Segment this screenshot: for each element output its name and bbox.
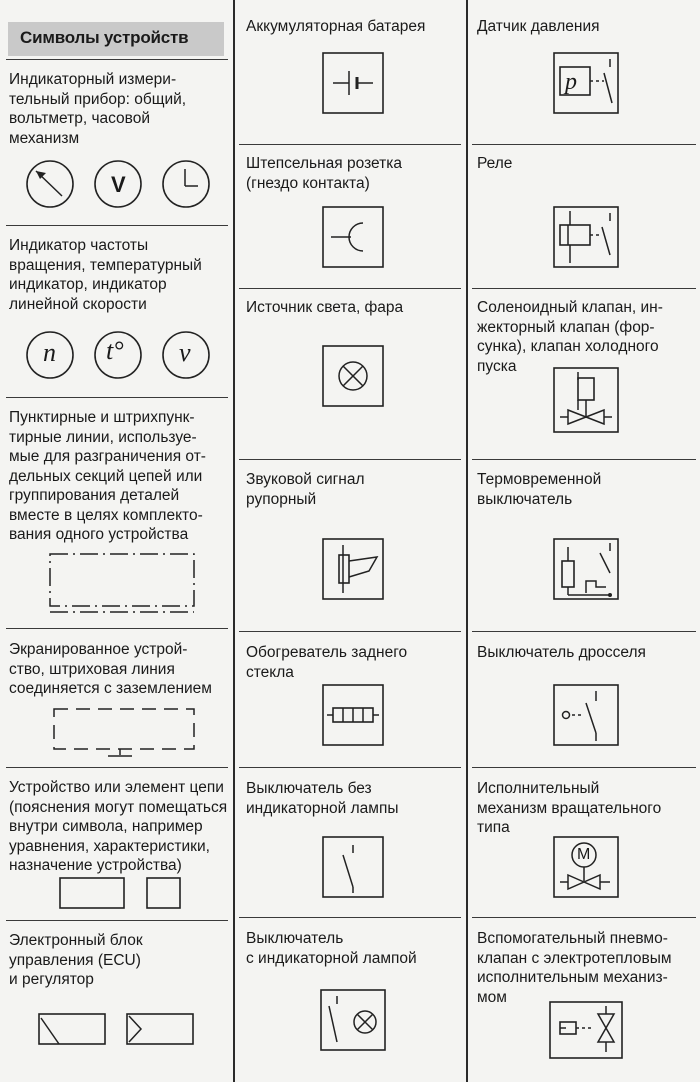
text-line: мые для разграничения от- (9, 448, 206, 465)
device-square-symbol (145, 876, 185, 912)
row-separator (239, 631, 461, 632)
rear-window-heater-symbol (321, 683, 387, 749)
light-source-symbol (321, 344, 387, 410)
text-line: (пояснения могут помещаться (9, 798, 228, 816)
text-line: тирные линии, используе- (9, 428, 197, 446)
switch-symbol (321, 835, 387, 901)
row-separator (239, 767, 461, 768)
row-separator (6, 920, 228, 921)
text-line: и регулятор (9, 971, 94, 988)
item-description (9, 931, 143, 990)
text-line: соединяется с заземлением (9, 680, 212, 697)
row-separator (472, 144, 696, 145)
voltmeter-letter: V (111, 172, 126, 197)
text-line: уравнения, характеристики, (9, 837, 210, 855)
text-line: дельных секций цепей или (9, 467, 203, 485)
text-line: управления (ECU) (9, 951, 141, 969)
pressure-sensor-symbol (552, 51, 622, 117)
item-description (9, 778, 227, 876)
horn-symbol (321, 537, 387, 603)
pneumatic-valve-symbol (548, 1000, 628, 1062)
text-line: механизм вращательного (477, 799, 662, 817)
text-line: исполнительным механиз- (477, 969, 668, 986)
text-line: Источник света, фара (246, 299, 404, 316)
text-line: Индикатор частоты (9, 237, 149, 254)
motor-letter: M (577, 846, 591, 863)
page-title: Символы устройств (20, 28, 189, 47)
text-line: индикатор, индикатор (9, 276, 167, 293)
dash-dot-boundary-symbol (44, 550, 200, 618)
item-description (477, 298, 663, 376)
row-separator (6, 59, 228, 60)
item-description (477, 779, 661, 838)
text-line: Выключатель без (246, 780, 372, 797)
item-description (246, 17, 425, 37)
text-line: стекла (246, 663, 294, 681)
item-description (477, 17, 600, 37)
text-line: Датчик давления (477, 18, 600, 35)
item-description (246, 154, 402, 193)
text-line: линейной скорости (9, 295, 147, 313)
relay-symbol (552, 205, 622, 271)
text-line: индикаторной лампы (246, 799, 399, 817)
text-line: сунка), клапан холодного (477, 338, 659, 355)
item-description (477, 643, 646, 663)
text-line: Исполнительный (477, 780, 600, 797)
column-divider-2 (466, 0, 468, 1082)
text-line: вращения, температурный (9, 256, 202, 274)
linear-speed-letter: v (179, 338, 191, 367)
text-line: Термовременной (477, 471, 602, 488)
item-description (246, 470, 365, 509)
shielded-device-symbol (50, 705, 200, 760)
text-line: Выключатель дросселя (477, 644, 646, 661)
item-description (477, 929, 672, 1007)
text-line: вольтметр, часовой (9, 110, 151, 127)
solenoid-valve-symbol (552, 366, 622, 436)
text-line: вания одного устройства (9, 526, 189, 543)
text-line: Экранированное устрой- (9, 641, 188, 658)
text-line: клапан с электротепловым (477, 949, 672, 967)
text-line: мом (477, 988, 507, 1006)
row-separator (472, 767, 696, 768)
row-separator (6, 397, 228, 398)
item-description (246, 779, 399, 818)
item-description (9, 640, 212, 699)
row-separator (239, 288, 461, 289)
text-line: выключатель (477, 490, 573, 508)
text-line: ство, штриховая линия (9, 660, 175, 678)
text-line: вместе в целях комплекто- (9, 506, 203, 524)
regulator-symbol (125, 1012, 197, 1048)
text-line: типа (477, 819, 510, 836)
text-line: тельный прибор: общий, (9, 90, 187, 108)
text-line: назначение устройства) (9, 857, 182, 874)
text-line: внутри символа, например (9, 818, 203, 835)
pressure-letter: p (565, 69, 577, 95)
item-description (9, 70, 186, 148)
text-line: Аккумуляторная батарея (246, 18, 426, 35)
row-separator (472, 459, 696, 460)
item-description (477, 154, 512, 174)
text-line: Электронный блок (9, 932, 143, 949)
text-line: механизм (9, 129, 80, 147)
text-line: Реле (477, 155, 513, 172)
text-line: рупорный (246, 490, 317, 508)
throttle-switch-symbol (552, 683, 622, 749)
device-rectangle-symbol (58, 876, 128, 912)
text-line: Соленоидный клапан, ин- (477, 299, 663, 316)
text-line: с индикаторной лампой (246, 949, 417, 967)
row-separator (472, 288, 696, 289)
speed-letter: n (43, 338, 56, 367)
text-line: Индикаторный измери- (9, 71, 177, 88)
text-line: Пунктирные и штрихпунк- (9, 409, 195, 426)
meter-general-symbol (26, 159, 76, 209)
text-line: Звуковой сигнал (246, 471, 365, 488)
text-line: Выключатель (246, 930, 344, 947)
row-separator (472, 917, 696, 918)
item-description (246, 929, 417, 968)
row-separator (6, 225, 228, 226)
text-line: жекторный клапан (фор- (477, 318, 655, 336)
socket-symbol (321, 205, 387, 271)
temperature-letter: t° (106, 336, 124, 365)
row-separator (239, 917, 461, 918)
rotary-actuator-symbol (552, 835, 622, 901)
text-line: (гнездо контакта) (246, 174, 370, 192)
text-line: Устройство или элемент цепи (9, 779, 224, 796)
ecu-symbol (37, 1012, 109, 1048)
item-description (477, 470, 601, 509)
row-separator (6, 767, 228, 768)
battery-symbol (321, 51, 387, 117)
item-description (246, 643, 407, 682)
row-separator (239, 459, 461, 460)
text-line: Вспомогательный пневмо- (477, 930, 668, 947)
text-line: Обогреватель заднего (246, 644, 408, 661)
item-description (246, 298, 403, 318)
text-line: группирования деталей (9, 487, 180, 504)
column-divider-1 (233, 0, 235, 1082)
thermo-time-switch-symbol (552, 537, 622, 603)
switch-with-lamp-symbol (319, 988, 389, 1054)
clock-mechanism-symbol (162, 159, 212, 209)
text-line: пуска (477, 357, 517, 375)
row-separator (472, 631, 696, 632)
item-description (9, 236, 202, 314)
text-line: Штепсельная розетка (246, 155, 402, 172)
row-separator (239, 144, 461, 145)
row-separator (6, 628, 228, 629)
item-description (9, 408, 206, 545)
